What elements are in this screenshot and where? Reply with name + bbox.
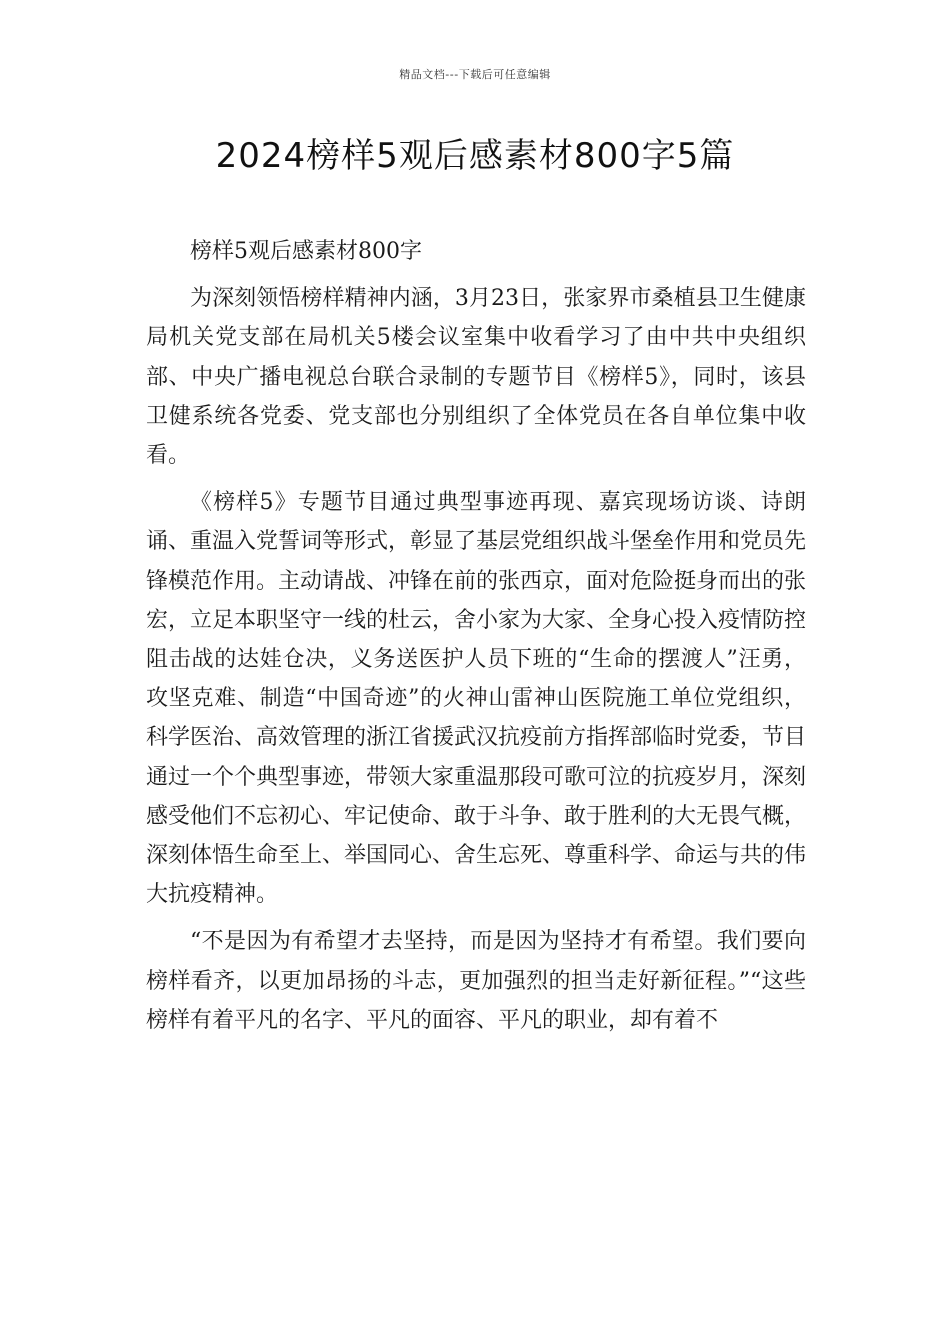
document-title: 2024榜样5观后感素材800字5篇 xyxy=(215,136,735,176)
body-paragraph: 《榜样5》专题节目通过典型事迹再现、嘉宾现场访谈、诗朗诵、重温入党誓词等形式，彰显了基层党组织战斗堡垒作用和党员先锋模范作用。主动请战、冲锋在前的张西京，面对危险挺身而出的张宏，立足本职坚守一线的杜云，舍小家为大家、全身心投入疫情防控阻击战的达娃仓决，义务送医护人员下班的“生命的摆渡人”汪勇，攻坚克难、制造“中国奇迹”的火神山雷神山医院施工单位党组织，科学医治、高效管理的浙江省援武汉抗疫前方指挥部临时党委，节目通过一个个典型事迹，带领大家重温那段可歌可泣的抗疫岁月，深刻感受他们不忘初心、牢记使命、敢于斗争、敢于胜利的大无畏气概，深刻体悟生命至上、举国同心、舍生忘死、尊重科学、命运与共的伟大抗疫精神。 xyxy=(146,490,807,908)
document-body xyxy=(146,232,806,1040)
page-header: 精品文档---下载后可任意编辑 xyxy=(399,68,551,81)
subtitle-paragraph: 榜样5观后感素材800字 xyxy=(190,239,422,264)
body-paragraph: “不是因为有希望才去坚持，而是因为坚持才有希望。我们要向榜样看齐，以更加昂扬的斗志，更加强烈的担当走好新征程。”“这些榜样有着平凡的名字、平凡的面容、平凡的职业，却有着不 xyxy=(146,929,806,1033)
body-paragraph: 为深刻领悟榜样精神内涵，3月23日，张家界市桑植县卫生健康局机关党支部在局机关5楼会议室集中收看学习了由中共中央组织部、中央广播电视总台联合录制的专题节目《榜样5》，同时，该县卫健系统各党委、党支部也分别组织了全体党员在各自单位集中收看。 xyxy=(146,286,806,469)
